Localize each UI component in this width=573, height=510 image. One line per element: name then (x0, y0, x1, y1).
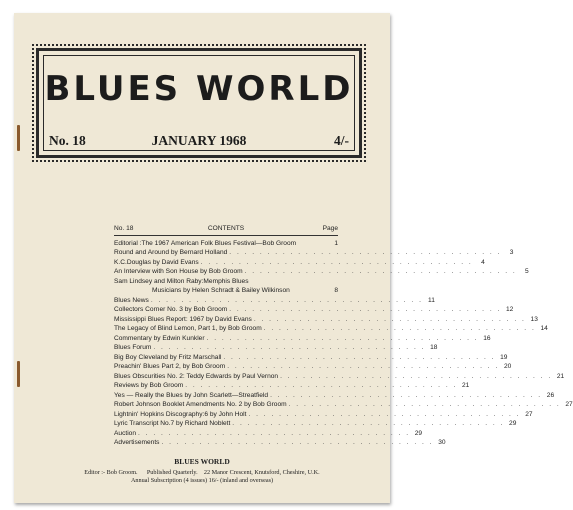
contents-list (114, 238, 573, 447)
contents-page-heading: Page (322, 225, 338, 232)
toc-entry (114, 438, 446, 448)
toc-entry (114, 400, 573, 410)
footer-title: BLUES WORLD (174, 457, 230, 466)
toc-leader-dots (229, 305, 501, 314)
toc-leader-dots (185, 381, 457, 390)
toc-leader-dots (151, 296, 423, 305)
toc-entry-page: 16 (483, 334, 491, 342)
toc-entry (114, 238, 338, 248)
toc-entry (114, 381, 470, 391)
toc-leader-dots (248, 410, 520, 419)
toc-entry (114, 390, 555, 400)
toc-entry-page: 12 (505, 306, 514, 313)
toc-entry-title: Blues News (114, 296, 149, 304)
toc-entry-page: 1 (334, 239, 338, 247)
toc-leader-dots (254, 315, 526, 324)
toc-entry-title: Big Boy Cleveland by Fritz Marschall (114, 353, 222, 361)
staple (17, 361, 20, 387)
toc-entry (114, 419, 517, 429)
toc-entry (114, 267, 529, 277)
toc-entry-page: 11 (428, 296, 435, 304)
toc-leader-dots (270, 391, 542, 400)
toc-entry-title: Collectors Corner No. 3 by Bob Groom (114, 306, 228, 313)
toc-entry-page: 14 (540, 325, 548, 332)
toc-entry (114, 286, 338, 296)
toc-leader-dots (289, 400, 561, 409)
toc-entry (114, 362, 512, 372)
toc-entry (114, 248, 514, 258)
staple (17, 125, 20, 151)
issue-price: 4/- (334, 133, 349, 148)
toc-entry-page: 21 (556, 372, 565, 380)
toc-entry-page: 27 (525, 410, 533, 418)
toc-entry-title: Blues Obscurities No. 2: Teddy Edwards by Paul Vernon (114, 372, 279, 380)
publisher-footer (38, 457, 366, 484)
toc-leader-dots (280, 372, 552, 381)
toc-entry-page: 4 (481, 258, 485, 266)
toc-leader-dots (227, 362, 499, 371)
toc-entry-title: Preachin' Blues Part 2, by Bob Groom (114, 363, 226, 370)
toc-entry (114, 428, 423, 438)
toc-entry-title: Advertisements (114, 439, 160, 446)
toc-entry-page: 21 (462, 382, 470, 389)
contents-issue-label: No. 18 (114, 225, 134, 232)
toc-entry-title: Commentary by Edwin Kunkler (114, 334, 205, 342)
contents-heading: CONTENTS (207, 225, 245, 232)
toc-entry-title: Reviews by Bob Groom (114, 382, 184, 389)
toc-leader-dots (207, 334, 479, 343)
toc-entry-page: 13 (530, 315, 538, 323)
toc-leader-dots (264, 324, 536, 333)
footer-details (38, 469, 366, 476)
toc-entry-page: 18 (430, 344, 438, 351)
toc-entry-page: 3 (509, 249, 514, 256)
toc-entry-page: 19 (500, 353, 508, 361)
toc-entry (114, 257, 485, 267)
toc-leader-dots (229, 248, 501, 257)
toc-leader-dots (232, 419, 504, 428)
toc-entry-page: 30 (438, 439, 446, 446)
toc-leader-dots (161, 438, 433, 447)
toc-entry (114, 305, 514, 315)
toc-leader-dots (201, 258, 473, 267)
footer-address: 22 Manor Crescent, Knutsford, Cheshire, U.K. (203, 469, 320, 476)
toc-entry-page: 8 (334, 287, 339, 294)
toc-entry-page: 29 (509, 420, 517, 427)
issue-number: No. 18 (49, 133, 86, 148)
toc-entry (114, 371, 565, 381)
toc-leader-dots (223, 353, 495, 362)
toc-entry-title: The Legacy of Blind Lemon, Part 1, by Bob Groom (114, 325, 262, 332)
toc-entry (114, 409, 533, 419)
toc-entry-page: 27 (565, 401, 573, 408)
toc-entry-title: Auction (114, 429, 136, 437)
toc-entry-title: Round and Around by Bernard Holland (114, 249, 228, 256)
toc-entry-title: Robert Johnson Booklet Amendments No. 2 by Bob Groom (114, 401, 287, 408)
toc-entry (114, 276, 338, 286)
issue-date: JANUARY 1968 (151, 133, 247, 148)
toc-entry-title: Editorial :The 1967 American Folk Blues Festival—Bob Groom (114, 239, 297, 247)
toc-entry-title: Musicians by Helen Schradt & Bailey Wilkinson (152, 287, 290, 294)
footer-subscription: Annual Subscription (4 issues) 16/- (inland and overseas) (130, 477, 274, 484)
table-of-contents (114, 225, 573, 447)
toc-entry-title: Yes — Really the Blues by John Scarlett—Streatfield (114, 391, 269, 399)
toc-leader-dots (245, 267, 517, 276)
toc-entry-page: 5 (525, 268, 529, 275)
masthead (36, 48, 362, 158)
magazine-cover (14, 13, 573, 503)
toc-entry-title: Sam Lindsey and Milton Raby:Memphis Blues (114, 277, 249, 285)
contents-header (114, 225, 338, 236)
footer-frequency: Published Quarterly. (146, 469, 198, 476)
toc-entry (114, 352, 508, 362)
toc-entry-page: 20 (503, 363, 512, 370)
footer-editor: Editor :- Bob Groom. (84, 469, 138, 476)
toc-entry-title: K.C.Douglas by David Evans (114, 258, 199, 266)
toc-leader-dots (153, 343, 425, 352)
toc-entry-page: 26 (546, 391, 555, 399)
toc-entry-title: Lyric Transcript No.7 by Richard Noblett (114, 420, 231, 427)
toc-entry-title: An Interview with Son House by Bob Groom (114, 268, 243, 275)
toc-entry (114, 314, 538, 324)
toc-entry (114, 343, 438, 353)
toc-entry (114, 295, 435, 305)
toc-entry-title: Lightnin' Hopkins Discography:6 by John Holt (114, 410, 247, 418)
toc-entry (114, 333, 491, 343)
toc-entry (114, 324, 548, 334)
magazine-title: BLUES WORLD (44, 69, 354, 109)
toc-entry-title: Blues Forum (114, 344, 152, 351)
toc-leader-dots (138, 429, 410, 438)
toc-entry-title: Mississippi Blues Report: 1967 by David Evans (114, 315, 252, 323)
toc-entry-page: 29 (414, 429, 423, 437)
